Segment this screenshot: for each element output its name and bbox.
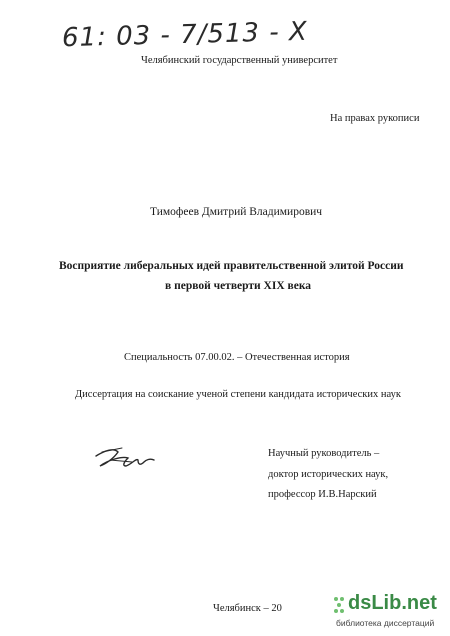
watermark xyxy=(332,592,442,632)
manuscript-rights-note: На правах рукописи xyxy=(330,113,420,124)
degree-line: Диссертация на соискание ученой степени кандидата исторических наук xyxy=(75,389,401,400)
advisor-name: профессор И.В.Нарский xyxy=(268,489,377,500)
dissertation-title-line-2: в первой четверти XIX века xyxy=(165,280,312,292)
signature xyxy=(92,442,162,474)
author-name: Тимофеев Дмитрий Владимирович xyxy=(150,206,323,218)
advisor-degree: доктор исторических наук, xyxy=(268,469,389,480)
watermark-logo-text: dsLib.net xyxy=(348,592,437,614)
watermark-subtitle: библиотека диссертаций xyxy=(336,618,435,628)
city-year: Челябинск – 20 xyxy=(213,603,282,614)
university-name: Челябинский государственный университет xyxy=(141,55,338,66)
dots-icon xyxy=(334,595,346,613)
advisor-role: Научный руководитель – xyxy=(268,448,380,459)
dissertation-title-line-1: Восприятие либеральных идей правительственной элитой России xyxy=(59,260,404,272)
specialty-line: Специальность 07.00.02. – Отечественная история xyxy=(124,352,350,363)
handwritten-catalog-number: 61: 03 - 7/513 - X xyxy=(61,16,309,54)
watermark-logo xyxy=(334,592,437,615)
